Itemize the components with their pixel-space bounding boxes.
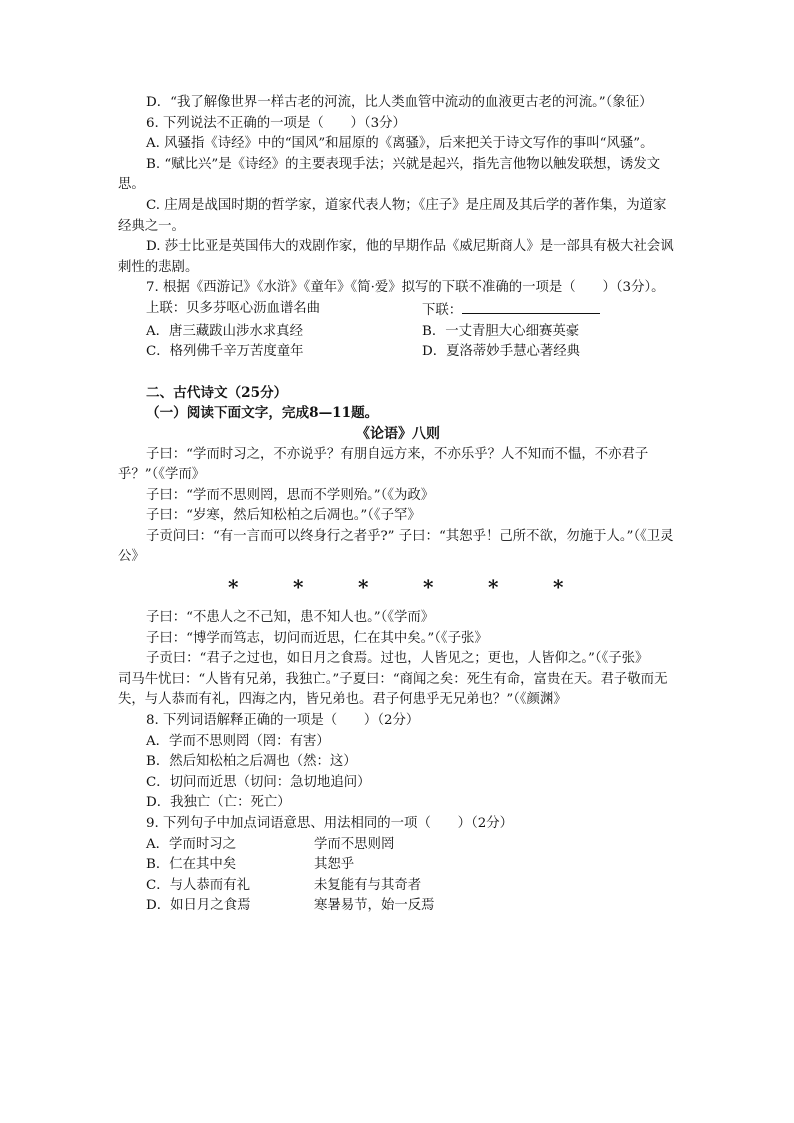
star-mark: * <box>358 575 369 600</box>
q7-option-d: D．夏洛蒂妙手慧心著经典 <box>422 344 581 360</box>
star-mark: * <box>423 575 434 600</box>
q9-option-d-compare: 寒暑易节，始一反焉 <box>314 898 435 914</box>
q9-option-row <box>118 876 678 897</box>
q9-option-c-compare: 未复能有与其奇者 <box>314 877 422 893</box>
q6-option-c: C. 庄周是战国时期的哲学家，道家代表人物；《庄子》是庄周及其后学的著作集，为道家经典之一。 <box>118 197 667 234</box>
q9-option-d: D．如日月之食焉 <box>146 898 251 914</box>
q6-option-b: B. “赋比兴”是《诗经》的主要表现手法；兴就是起兴，指先言他物以触发联想，诱发文思。 <box>118 156 661 193</box>
q7-option-b: B．一丈青胆大心细赛英豪 <box>422 323 580 339</box>
q6-option-a: A. 风骚指《诗经》中的“国风”和屈原的《离骚》，后来把关于诗文写作的事叫“风骚”。 <box>146 136 654 152</box>
passage-paragraph: 子曰：“学而不思则罔，思而不学则殆。”（《为政》 <box>146 487 435 503</box>
section-title: 二、古代诗文（25分） <box>146 384 288 401</box>
q7-option-row <box>118 322 678 343</box>
q9-option-row <box>118 855 678 876</box>
section-subtitle: （一）阅读下面文字，完成8—11题。 <box>146 405 379 422</box>
passage-paragraph: 子贡问曰：“有一言而可以终身行之者乎?” 子曰：“其恕乎！己所不欲，勿施于人。”（《卫灵公》 <box>118 528 674 565</box>
q5-option-d: D．“我了解像世界一样古老的河流，比人类血管中流动的血液更古老的河流。”（象征） <box>146 95 653 110</box>
q8-stem: 8. 下列词语解释正确的一项是（ ）（2分） <box>146 713 420 729</box>
passage-paragraph: 子曰：“岁寒，然后知松柏之后凋也。”（《子罕》 <box>146 508 421 524</box>
couplet-row <box>118 299 678 322</box>
couplet-blank[interactable] <box>462 299 600 314</box>
q9-option-b: B．仁在其中矣 <box>146 857 237 873</box>
q9-stem: 9. 下列句子中加点词语意思、用法相同的一项（ ）（2分） <box>146 816 514 831</box>
star-mark: * <box>553 575 564 600</box>
q6-stem: 6. 下列说法不正确的一项是（ ）（3分） <box>146 115 406 131</box>
q9-option-row <box>118 835 678 856</box>
star-mark: * <box>488 575 499 600</box>
star-mark: * <box>228 575 239 600</box>
couplet-lower-label: 下联： <box>422 302 463 318</box>
couplet-lower <box>422 299 678 322</box>
spacer <box>118 363 678 383</box>
q7-stem: 7. 根据《西游记》《水浒》《童年》《简·爱》拟写的下联不准确的一项是（ ）（3分）。 <box>146 280 665 296</box>
q9-option-a-compare: 学而不思则罔 <box>314 836 395 852</box>
passage-paragraph: 子曰：“学而时习之，不亦说乎？有朋自远方来，不亦乐乎？人不知而不愠，不亦君子乎？”（《学而》 <box>118 446 649 483</box>
q6-option-d: D. 莎士比亚是英国伟大的戏剧作家，他的早期作品《威尼斯商人》是一部具有极大社会讽刺性的悲剧。 <box>118 239 674 275</box>
star-mark: * <box>293 575 304 600</box>
q9-option-row <box>118 896 678 917</box>
q8-option-a: A．学而不思则罔（罔：有害） <box>146 733 330 749</box>
reading-title: 《论语》八则 <box>356 425 440 442</box>
star-separator <box>118 570 678 604</box>
passage-paragraph: 子贡曰：“君子之过也，如日月之食焉。过也，人皆见之；更也，人皆仰之。”（《子张》 <box>146 651 649 667</box>
couplet-upper: 上联：贝多芬呕心沥血谱名曲 <box>146 300 321 316</box>
passage-paragraph: 子曰：“博学而笃志，切问而近思，仁在其中矣。”（《子张》 <box>146 630 488 646</box>
q8-option-b: B．然后知松柏之后凋也（然：这） <box>146 754 357 770</box>
passage-paragraph: 司马牛忧曰：“人皆有兄弟，我独亡。”子夏曰：“商闻之矣：死生有命，富贵在天。君子敬而无失，与人恭而有礼，四海之内，皆兄弟也。君子何患乎无兄弟也？”（《颜渊》 <box>118 671 668 708</box>
q7-option-row <box>118 342 678 363</box>
q8-option-c: C．切问而近思（切问：急切地追问） <box>146 774 371 790</box>
q9-option-a: A．学而时习之 <box>146 836 237 852</box>
passage-paragraph: 子曰：“不患人之不己知，患不知人也。”（《学而》 <box>146 610 435 626</box>
q7-option-a: A．唐三藏跋山涉水求真经 <box>146 323 303 339</box>
q8-option-d: D．我独亡（亡：死亡） <box>146 795 291 811</box>
q9-option-c: C．与人恭而有礼 <box>146 877 250 893</box>
q7-option-c: C．格列佛千辛万苦度童年 <box>146 344 304 360</box>
q9-option-b-compare: 其恕乎 <box>314 857 355 873</box>
page-content <box>118 93 678 917</box>
